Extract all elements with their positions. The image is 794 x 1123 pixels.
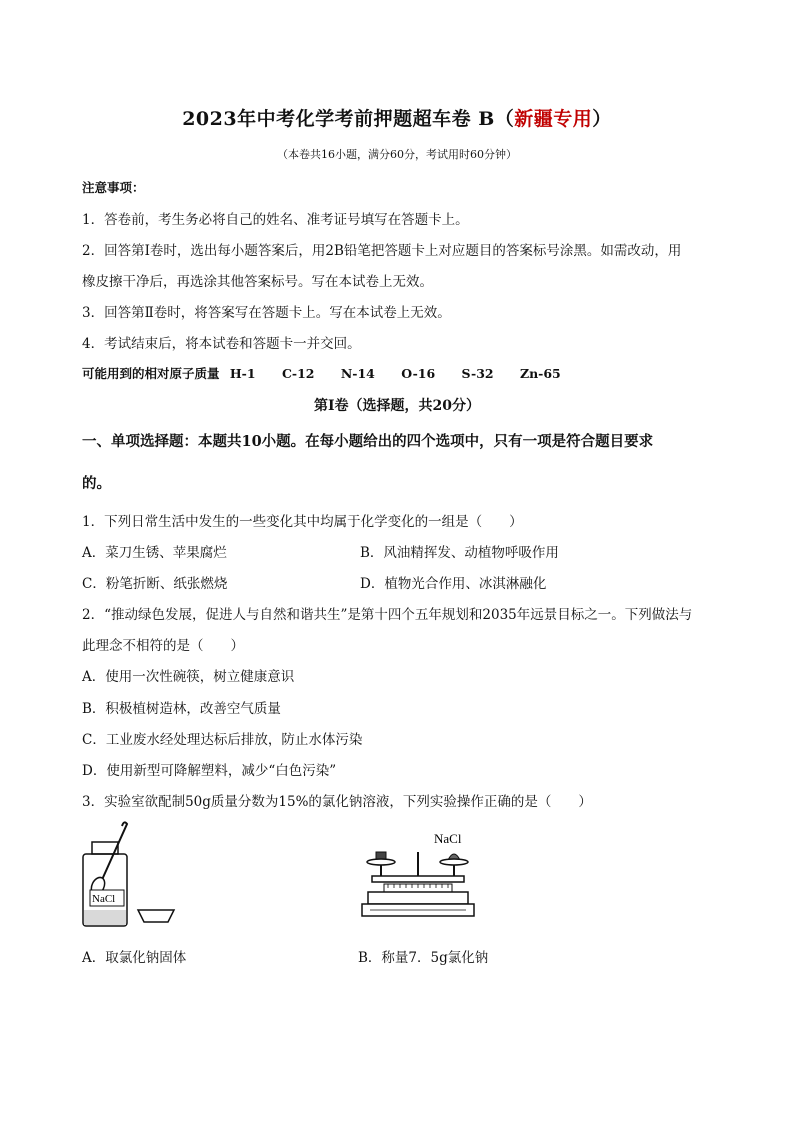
atomic-mass-line (82, 364, 583, 382)
exam-subtitle: （本卷共16小题，满分60分，考试用时60分钟） (277, 148, 517, 161)
bottle-contents (84, 910, 126, 925)
balance-base-top (368, 892, 468, 904)
atomic-mass-h: H-1 (229, 366, 256, 381)
q2-option-d: D．使用新型可降解塑料，减少“白色污染” (82, 763, 337, 779)
q1-option-d: D．植物光合作用、冰淇淋融化 (360, 576, 547, 592)
q2-stem-cont: 此理念不相符的是（ ） (82, 638, 244, 654)
notice-item-2: 2．回答第Ⅰ卷时，选出每小题答案后，用2B铅笔把答题卡上对应题目的答案标号涂黑。如需改动，用 (82, 243, 682, 259)
notice-item-4: 4．考试结束后，将本试卷和答题卡一并交回。 (82, 336, 361, 352)
balance-beam (372, 876, 464, 882)
q2-option-b: B．积极植树造林，改善空气质量 (82, 701, 281, 717)
notice-item-2-cont: 橡皮擦干净后，再选涂其他答案标号。写在本试卷上无效。 (82, 274, 433, 290)
spoon-handle (101, 822, 127, 882)
section-1-heading: 一、单项选择题：本题共10小题。在每小题给出的四个选项中，只有一项是符合题目要求 (82, 433, 654, 450)
notice-item-1: 1．答卷前，考生务必将自己的姓名、准考证号填写在答题卡上。 (82, 212, 469, 228)
q3-option-a: A．取氯化钠固体 (82, 950, 187, 966)
notice-heading: 注意事项： (82, 180, 145, 195)
q3-stem: 3．实验室欲配制50g质量分数为15%的氯化钠溶液，下列实验操作正确的是（ ） (82, 794, 592, 810)
balance-label-text: NaCl (434, 831, 462, 846)
q2-option-a: A．使用一次性碗筷，树立健康意识 (82, 669, 295, 685)
q3-figure-a (80, 818, 180, 930)
bottle-label-text: NaCl (92, 893, 116, 905)
notice-item-3: 3．回答第Ⅱ卷时，将答案写在答题卡上。写在本试卷上无效。 (82, 305, 451, 321)
section-1-title: 第Ⅰ卷（选择题，共20分） (313, 398, 481, 414)
q1-stem: 1．下列日常生活中发生的一些变化其中均属于化学变化的一组是（ ） (82, 514, 523, 530)
weighing-dish (138, 910, 174, 922)
title-close: ） (592, 108, 612, 130)
q2-stem: 2．“推动绿色发展，促进人与自然和谐共生”是第十四个五年规划和2035年远景目标之一。下列做法与 (82, 607, 693, 623)
title-region: 新疆专用 (514, 108, 593, 130)
q1-option-a: A．菜刀生锈、苹果腐烂 (82, 545, 227, 561)
section-1-heading-cont: 的。 (82, 475, 111, 492)
atomic-mass-zn: Zn-65 (519, 366, 561, 381)
exam-title (0, 104, 794, 131)
q3-option-b: B．称量7．5g氯化钠 (358, 950, 489, 966)
left-pan (367, 859, 395, 865)
title-main: 2023年中考化学考前押题超车卷 B（ (182, 108, 515, 130)
q1-option-b: B．风油精挥发、动植物呼吸作用 (360, 545, 559, 561)
atomic-mass-n: N-14 (340, 366, 375, 381)
q1-option-c: C．粉笔折断、纸张燃烧 (82, 576, 228, 592)
atomic-mass-o: O-16 (401, 366, 436, 381)
atomic-mass-s: S-32 (461, 366, 494, 381)
atomic-mass-label: 可能用到的相对原子质量 (82, 366, 220, 381)
q2-option-c: C．工业废水经处理达标后排放，防止水体污染 (82, 732, 363, 748)
atomic-mass-c: C-12 (281, 366, 315, 381)
right-pan (440, 859, 468, 865)
q3-figure-b (360, 826, 480, 922)
